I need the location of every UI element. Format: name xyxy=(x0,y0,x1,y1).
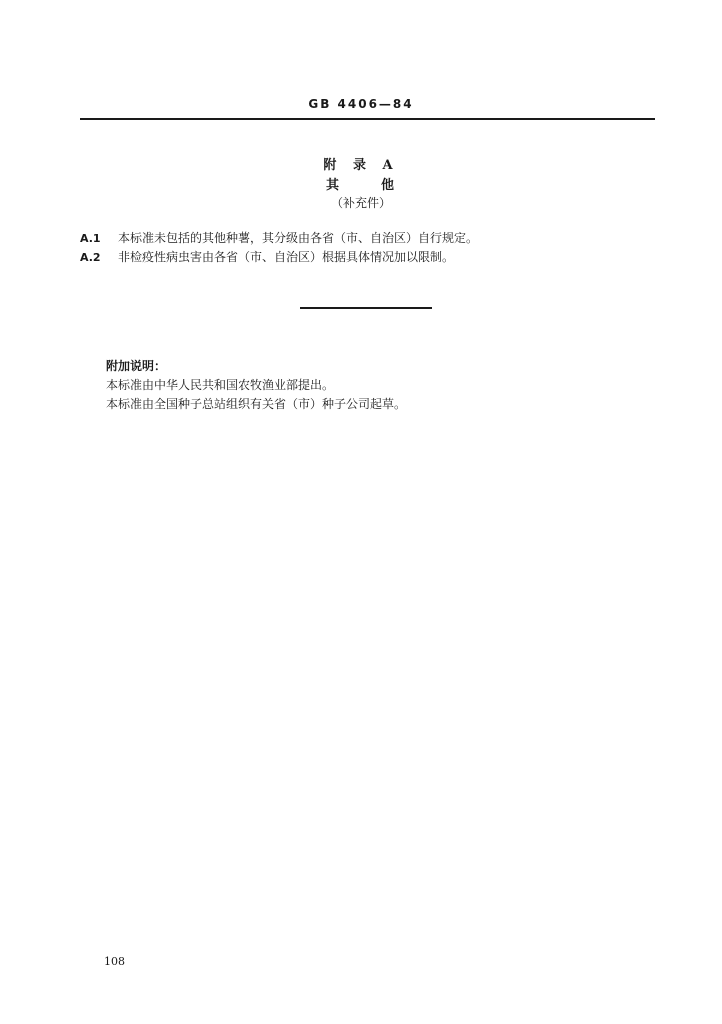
clause-a1 xyxy=(80,229,478,246)
standard-code: GB 4406—84 xyxy=(308,97,414,111)
additional-note-line: 本标准由全国种子总站组织有关省（市）种子公司起草。 xyxy=(106,397,407,411)
page-number: 108 xyxy=(104,955,125,968)
clause-a2 xyxy=(80,248,454,265)
clause-number: A.1 xyxy=(80,232,101,245)
appendix-subtitle-right: 他 xyxy=(381,178,397,193)
appendix-subtitle xyxy=(0,174,722,193)
appendix-subtitle-left: 其 xyxy=(325,178,341,193)
additional-notes-heading: 附加说明： xyxy=(106,359,167,373)
appendix-title: 附 录 A xyxy=(323,158,399,173)
additional-note-line: 本标准由中华人民共和国农牧渔业部提出。 xyxy=(106,378,335,392)
appendix-note: （补充件） xyxy=(330,196,391,210)
header-rule xyxy=(80,118,655,120)
clause-number: A.2 xyxy=(80,251,101,264)
clause-text: 非检疫性病虫害由各省（市、自治区）根据具体情况加以限制。 xyxy=(118,250,455,264)
clause-text: 本标准未包括的其他种薯，其分级由各省（市、自治区）自行规定。 xyxy=(118,231,479,245)
end-rule xyxy=(300,307,432,309)
